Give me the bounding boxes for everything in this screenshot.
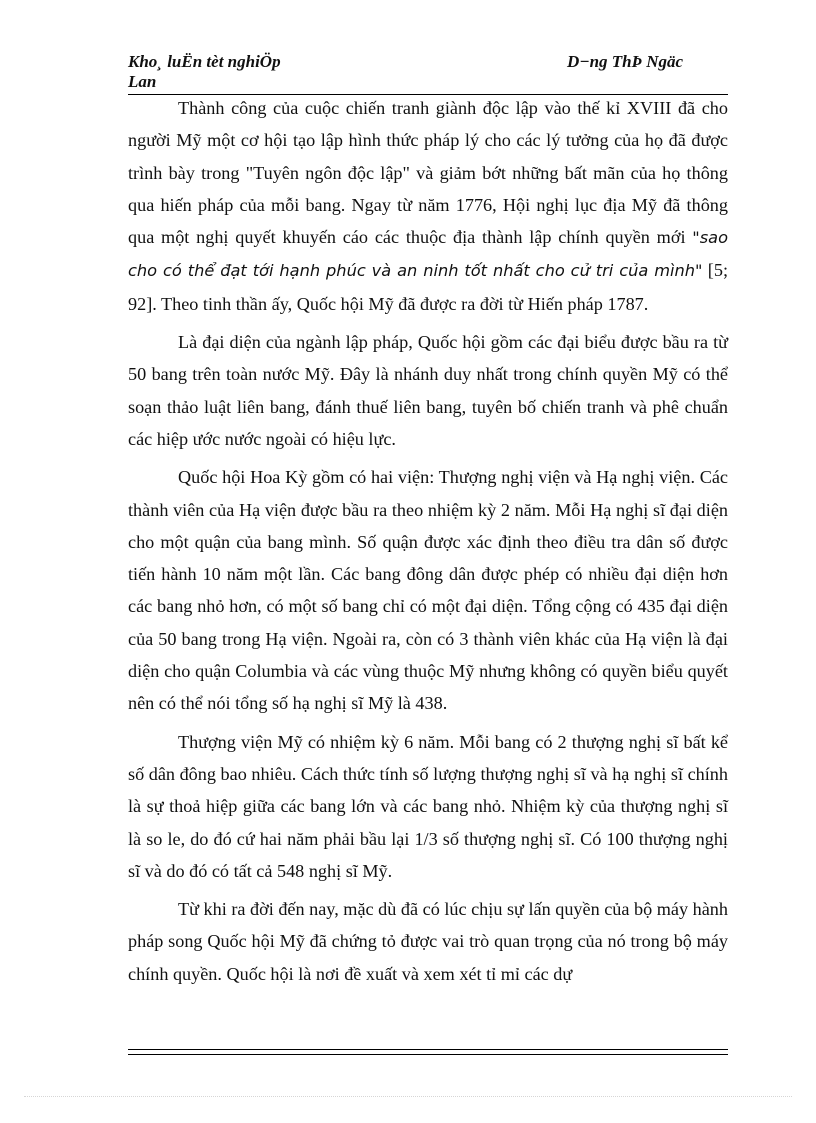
quoted-text: "sao cho có thể đạt tới hạnh phúc và an ninh tốt nhất cho cử tri của mình" (128, 228, 728, 281)
paragraph-text: Thành công của cuộc chiến tranh giành độc lập vào thế kỉ XVIII đã cho người Mỹ một cơ hội tạo lập hình thức pháp lý cho các lý tưởng của họ đã được trình bày trong "Tuyên ngôn độc lập" và giảm bớt những bất mãn của họ thông qua hiến pháp của mỗi bang. Ngay từ năm 1776, Hội nghị lục địa Mỹ đã thông qua một nghị quyết khuyến cáo các thuộc địa thành lập chính quyền mới (128, 98, 728, 248)
paragraph: Quốc hội Hoa Kỳ gồm có hai viện: Thượng nghị viện và Hạ nghị viện. Các thành viên của Hạ viện được bầu ra theo nhiệm kỳ 2 năm. Mỗi Hạ nghị sĩ đại diện cho một quận của bang mình. Số quận được xác định theo điều tra dân số được tiến hành 10 năm một lần. Các bang đông dân được phép có nhiều đại diện hơn các bang nhỏ hơn, có một số bang chỉ có một đại diện. Tổng cộng có 435 đại diện của 50 bang trong Hạ viện. Ngoài ra, còn có 3 thành viên khác của Hạ viện là đại diện cho quận Columbia và các vùng thuộc Mỹ nhưng không có quyền biểu quyết nên có thể nói tổng số hạ nghị sĩ Mỹ là 438. (128, 467, 728, 714)
paragraph (128, 92, 728, 320)
header-author: D−ng ThÞ Ngäc (567, 52, 684, 71)
header-title: Kho¸ luËn tèt nghiÖp (128, 52, 281, 71)
paragraph: Thượng viện Mỹ có nhiệm kỳ 6 năm. Mỗi bang có 2 thượng nghị sĩ bất kể số dân đông bao nhiêu. Cách thức tính số lượng thượng nghị sĩ và hạ nghị sĩ chính là sự thoả hiệp giữa các bang lớn và các bang nhỏ. Nhiệm kỳ của thượng nghị sĩ là so le, do đó cứ hai năm phải bầu lại 1/3 số thượng nghị sĩ. Có 100 thượng nghị sĩ và do đó có tất cả 548 nghị sĩ Mỹ. (128, 731, 728, 881)
footer-rule (128, 1049, 728, 1055)
page-edge (24, 1096, 792, 1097)
paragraph: Từ khi ra đời đến nay, mặc dù đã có lúc chịu sự lấn quyền của bộ máy hành pháp song Quốc hội Mỹ đã chứng tỏ được vai trò quan trọng của nó trong bộ máy chính quyền. Quốc hội là nơi đề xuất và xem xét tỉ mỉ các dự (128, 899, 728, 984)
page-header (128, 52, 728, 95)
body-text (128, 92, 728, 990)
header-title-continuation: Lan (128, 72, 157, 91)
paragraph: Là đại diện của ngành lập pháp, Quốc hội gồm các đại biểu được bầu ra từ 50 bang trên toàn nước Mỹ. Đây là nhánh duy nhất trong chính quyền Mỹ có thể soạn thảo luật liên bang, đánh thuế liên bang, tuyên bố chiến tranh và phê chuẩn các hiệp ước nước ngoài có hiệu lực. (128, 332, 728, 449)
paragraph-text: [5; 92]. Theo tinh thần ấy, Quốc hội Mỹ đã được ra đời từ Hiến pháp 1787. (128, 260, 728, 314)
